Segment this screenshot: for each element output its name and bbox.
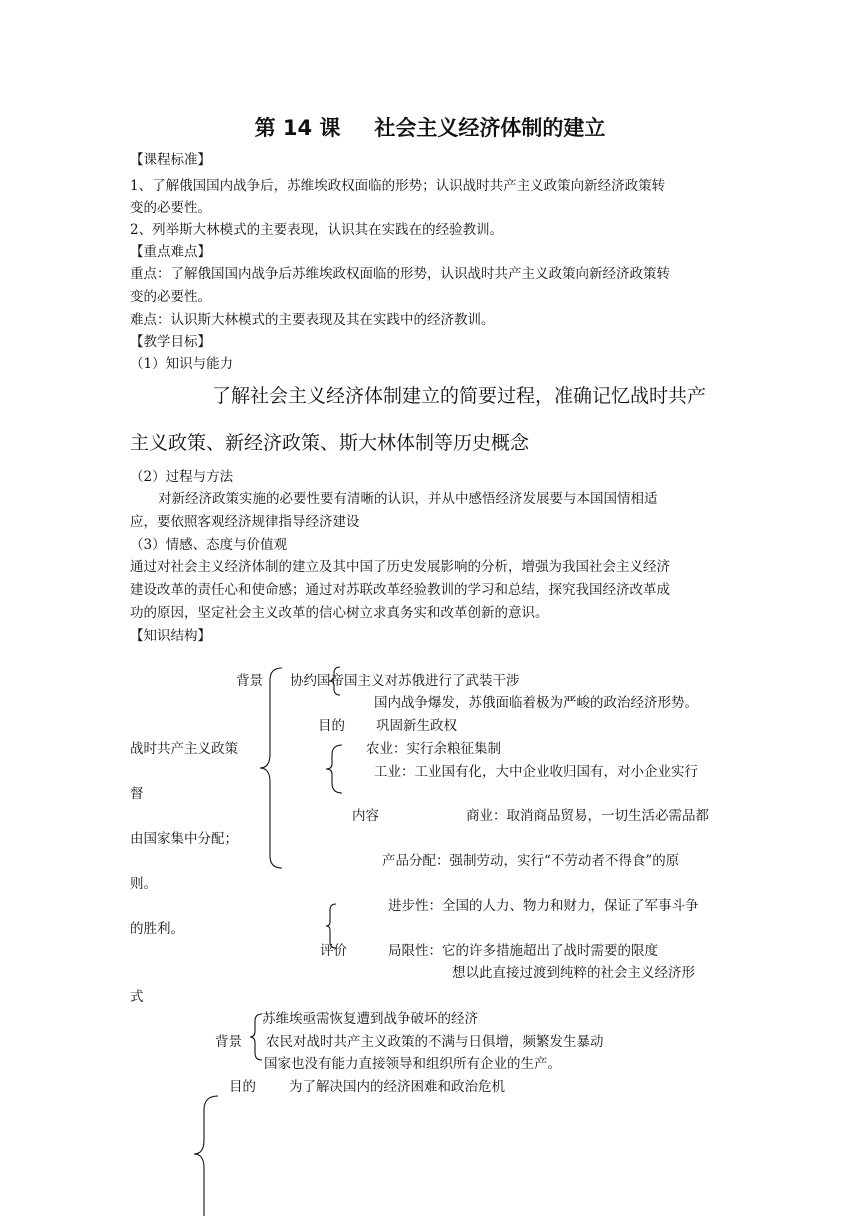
nep-background-label: 背景 [215, 1034, 242, 1050]
standard-heading: 【课程标准】 [130, 152, 211, 168]
content-commerce-cont: 由国家集中分配； [130, 831, 238, 847]
nep-background-1: 苏维埃亟需恢复遭到战争破坏的经济 [262, 1011, 478, 1027]
goal-1-heading: （1）知识与能力 [130, 356, 234, 372]
nep-aim-label: 目的 [229, 1079, 256, 1095]
standard-item-1: 1、了解俄国国内战争后，苏维埃政权面临的形势；认识战时共产主义政策向新经济政策转 [130, 178, 666, 194]
key-point: 重点：了解俄国国内战争后苏维埃政权面临的形势，认识战时共产主义政策向新经济政策转 [130, 266, 670, 282]
lesson-name: 社会主义经济体制的建立 [374, 116, 606, 140]
content-industry: 工业：工业国有化，大中企业收归国有，对小企业实行 [374, 764, 698, 780]
evaluation-progress: 进步性：全国的人力、物力和财力，保证了军事斗争 [388, 898, 699, 914]
nep-aim-text: 为了解决国内的经济困难和政治危机 [289, 1079, 505, 1095]
goal-3-text-cont-2: 功的原因，坚定社会主义改革的信心树立求真务实和改革创新的意识。 [130, 605, 549, 621]
nep-background-3: 国家也没有能力直接领导和组织所有企业的生产。 [264, 1056, 561, 1072]
content-industry-cont: 督 [130, 786, 144, 802]
war-communism-aim-text: 巩固新生政权 [376, 718, 457, 734]
goal-3-text: 通过对社会主义经济体制的建立及其中国了历史发展影响的分析，增强为我国社会主义经济 [130, 559, 670, 575]
evaluation-limit-2: 想以此直接过渡到纯粹的社会主义经济形 [452, 965, 695, 981]
page-title [0, 112, 860, 142]
war-communism-background-2: 国内战争爆发，苏俄面临着极为严峻的政治经济形势。 [374, 695, 698, 711]
goal-heading: 【教学目标】 [130, 334, 211, 350]
goal-1-text: 了解社会主义经济体制建立的简要过程，准确记忆战时共产 [212, 385, 707, 407]
war-communism-policy-label: 战时共产主义政策 [130, 741, 238, 757]
content-brace [326, 745, 342, 793]
war-communism-background-1: 协约国帝国主义对苏俄进行了武装干涉 [290, 673, 520, 689]
goal-2-heading: （2）过程与方法 [130, 469, 234, 485]
lesson-number: 第 14 课 [254, 116, 341, 140]
evaluation-label: 评价 [320, 943, 347, 959]
war-communism-aim-label: 目的 [318, 718, 345, 734]
evaluation-progress-cont: 的胜利。 [130, 921, 184, 937]
goal-3-heading: （3）情感、态度与价值观 [130, 537, 288, 553]
standard-item-2: 2、列举斯大林模式的主要表现，认识其在实践在的经验教训。 [130, 222, 504, 238]
content-distribution-cont: 则。 [130, 876, 157, 892]
nep-main-brace [194, 1096, 218, 1216]
nep-background-brace [250, 1014, 262, 1060]
key-point-cont: 变的必要性。 [130, 289, 211, 305]
goal-1-text-cont: 主义政策、新经济政策、斯大林体制等历史概念 [130, 432, 530, 454]
goal-3-text-cont-1: 建设改革的责任心和使命感；通过对苏联改革经验教训的学习和总结，探究我国经济改革成 [130, 582, 670, 598]
content-agriculture: 农业：实行余粮征集制 [366, 741, 501, 757]
standard-item-1-cont: 变的必要性。 [130, 200, 211, 216]
evaluation-limit: 局限性：它的许多措施超出了战时需要的限度 [388, 943, 658, 959]
difficult-point: 难点：认识斯大林模式的主要表现及其在实践中的经济教训。 [130, 312, 495, 328]
war-communism-background-label: 背景 [236, 673, 263, 689]
nep-background-2: 农民对战时共产主义政策的不满与日俱增，频繁发生暴动 [266, 1034, 604, 1050]
content-label: 内容 [352, 808, 379, 824]
structure-heading: 【知识结构】 [130, 628, 211, 644]
content-commerce: 商业：取消商品贸易，一切生活必需品都 [466, 808, 709, 824]
goal-2-text: 对新经济政策实施的必要性要有清晰的认识，并从中感悟经济发展要与本国国情相适 [158, 491, 658, 507]
policy-main-brace [260, 668, 282, 868]
key-heading: 【重点难点】 [130, 244, 211, 260]
goal-2-text-cont: 应，要依照客观经济规律指导经济建设 [130, 514, 360, 530]
evaluation-limit-cont: 式 [130, 989, 144, 1005]
content-distribution: 产品分配：强制劳动，实行“不劳动者不得食”的原 [382, 853, 680, 869]
